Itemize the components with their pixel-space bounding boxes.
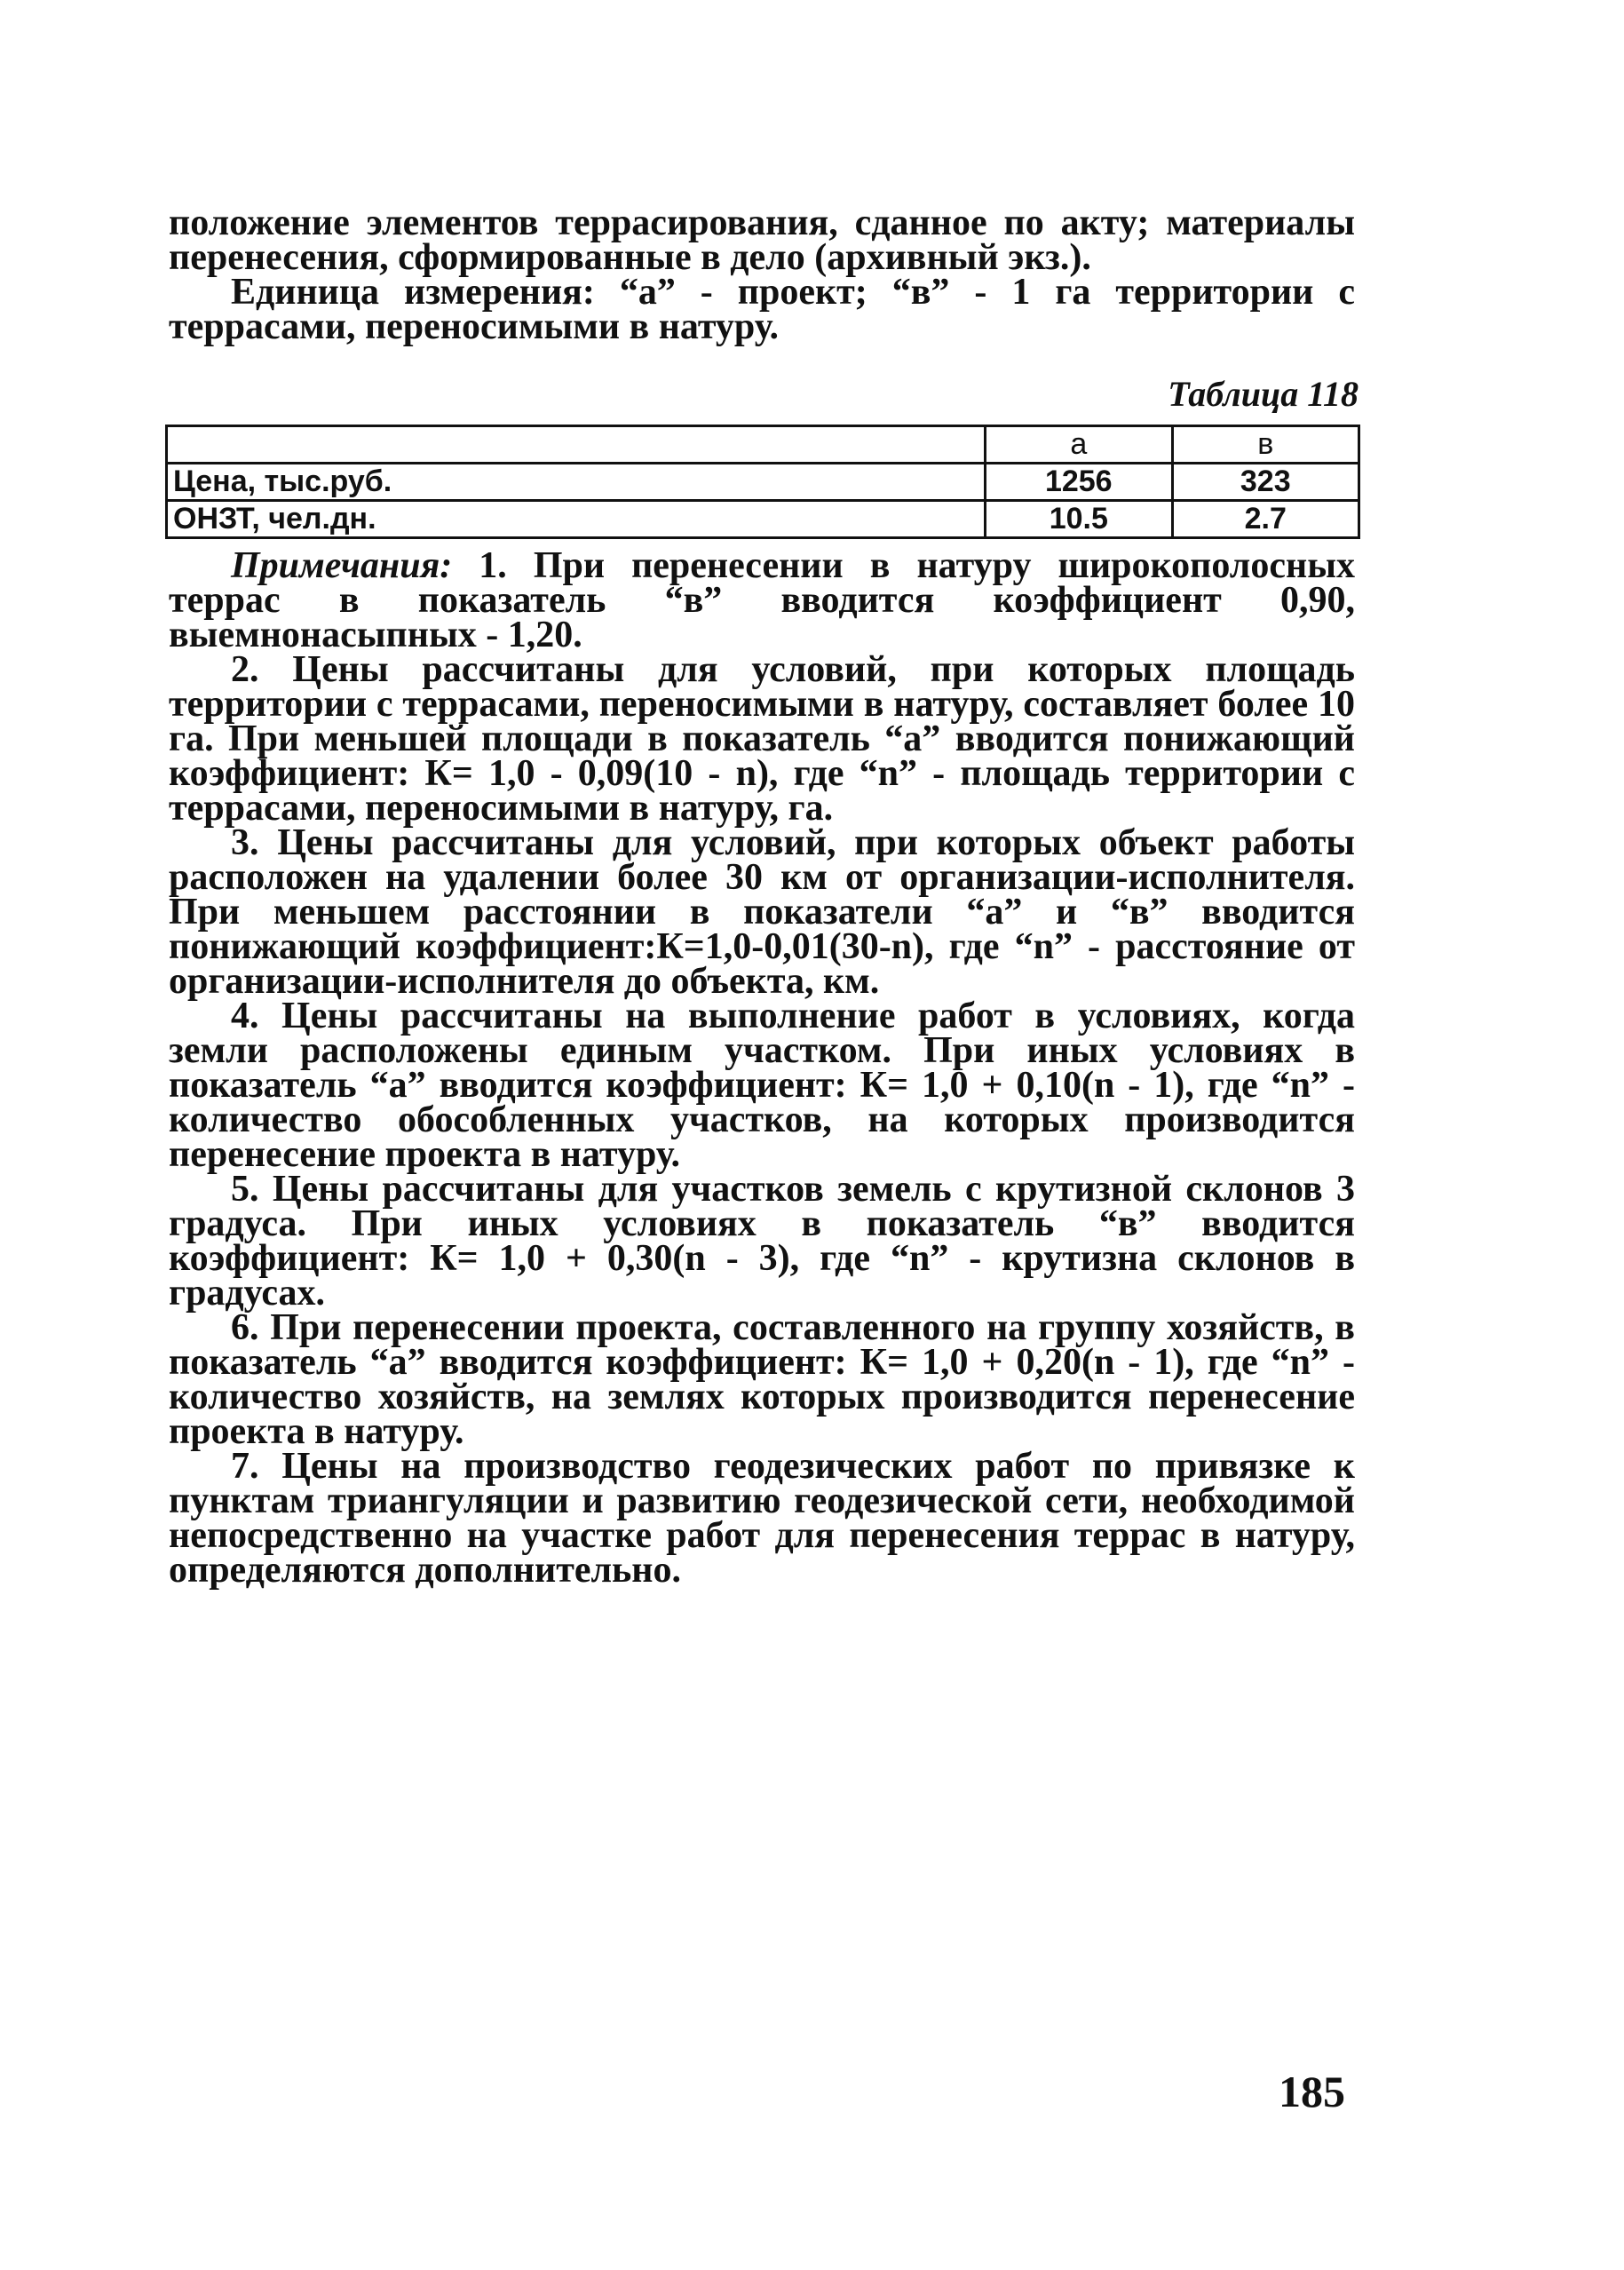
header-cell-b: в xyxy=(1172,426,1359,464)
note-5: 5. Цены рассчитаны для участков земель с крутизной склонов 3 градуса. При иных условиях в показатель “в” вводится коэффициент: К= 1,0 + 0,30(n - 3), где “n” - крутизна склонов в градусах. xyxy=(169,1169,1355,1314)
table-caption: Таблица 118 xyxy=(1168,374,1359,414)
note-6: 6. При перенесении проекта, составленного на группу хозяйств, в показатель “а” вводится коэффициент: К= 1,0 + 0,20(n - 1), где “n” - количество хозяйств, на землях которых производится перенесение проекта в натуру. xyxy=(169,1307,1355,1452)
header-cell-a: а xyxy=(986,426,1172,464)
table-row xyxy=(167,501,1359,538)
note-1-text: 1. При перенесении в натуру широкополосных террас в показатель “в” вводится коэффициент 0,90, выемнонасыпных - 1,20. xyxy=(169,545,1355,655)
row-label: Цена, тыс.руб. xyxy=(167,464,986,501)
row-label: ОНЗТ, чел.дн. xyxy=(167,501,986,538)
note-3: 3. Цены рассчитаны для условий, при которых объект работы расположен на удалении более 30 км от организации-исполнителя. При меньшем расстоянии в показатели “а” и “в” вводится понижающий коэффициент:К=1,0-0,01(30-n), где “n” - расстояние от организации-исполнителя до объекта, км. xyxy=(169,822,1355,1002)
page-number: 185 xyxy=(1279,2067,1345,2116)
note-1 xyxy=(169,545,1355,655)
table-header-row xyxy=(167,426,1359,464)
row-value-a: 10.5 xyxy=(986,501,1172,538)
note-4: 4. Цены рассчитаны на выполнение работ в условиях, когда земли расположены единым участком. При иных условиях в показатель “а” вводится коэффициент: К= 1,0 + 0,10(n - 1), где “n” - количество обособленных участков, на которых производится перенесение проекта в натуру. xyxy=(169,996,1355,1175)
unit-paragraph: Единица измерения: “а” - проект; “в” - 1 га территории с террасами, переносимыми в натуру. xyxy=(169,272,1355,347)
row-value-b: 2.7 xyxy=(1172,501,1359,538)
note-2: 2. Цены рассчитаны для условий, при которых площадь территории с террасами, переносимыми в натуру, составляет более 10 га. При меньшей площади в показатель “а” вводится понижающий коэффициент: К= 1,0 - 0,09(10 - n), где “n” - площадь территории с террасами, переносимыми в натуру, га. xyxy=(169,649,1355,829)
notes-title: Примечания: xyxy=(231,545,453,586)
intro-block xyxy=(169,202,1355,347)
table-row xyxy=(167,464,1359,501)
note-7: 7. Цены на производство геодезических работ по привязке к пунктам триангуляции и развитию геодезической сети, необходимой непосредственно на участке работ для перенесения террас в натуру, определяются дополнительно. xyxy=(169,1446,1355,1591)
row-value-a: 1256 xyxy=(986,464,1172,501)
notes-block xyxy=(169,545,1355,1591)
header-cell-label xyxy=(167,426,986,464)
price-table xyxy=(165,425,1360,539)
intro-paragraph: положение элементов террасирования, сданное по акту; материалы перенесения, сформированные в дело (архивный экз.). xyxy=(169,202,1355,278)
row-value-b: 323 xyxy=(1172,464,1359,501)
